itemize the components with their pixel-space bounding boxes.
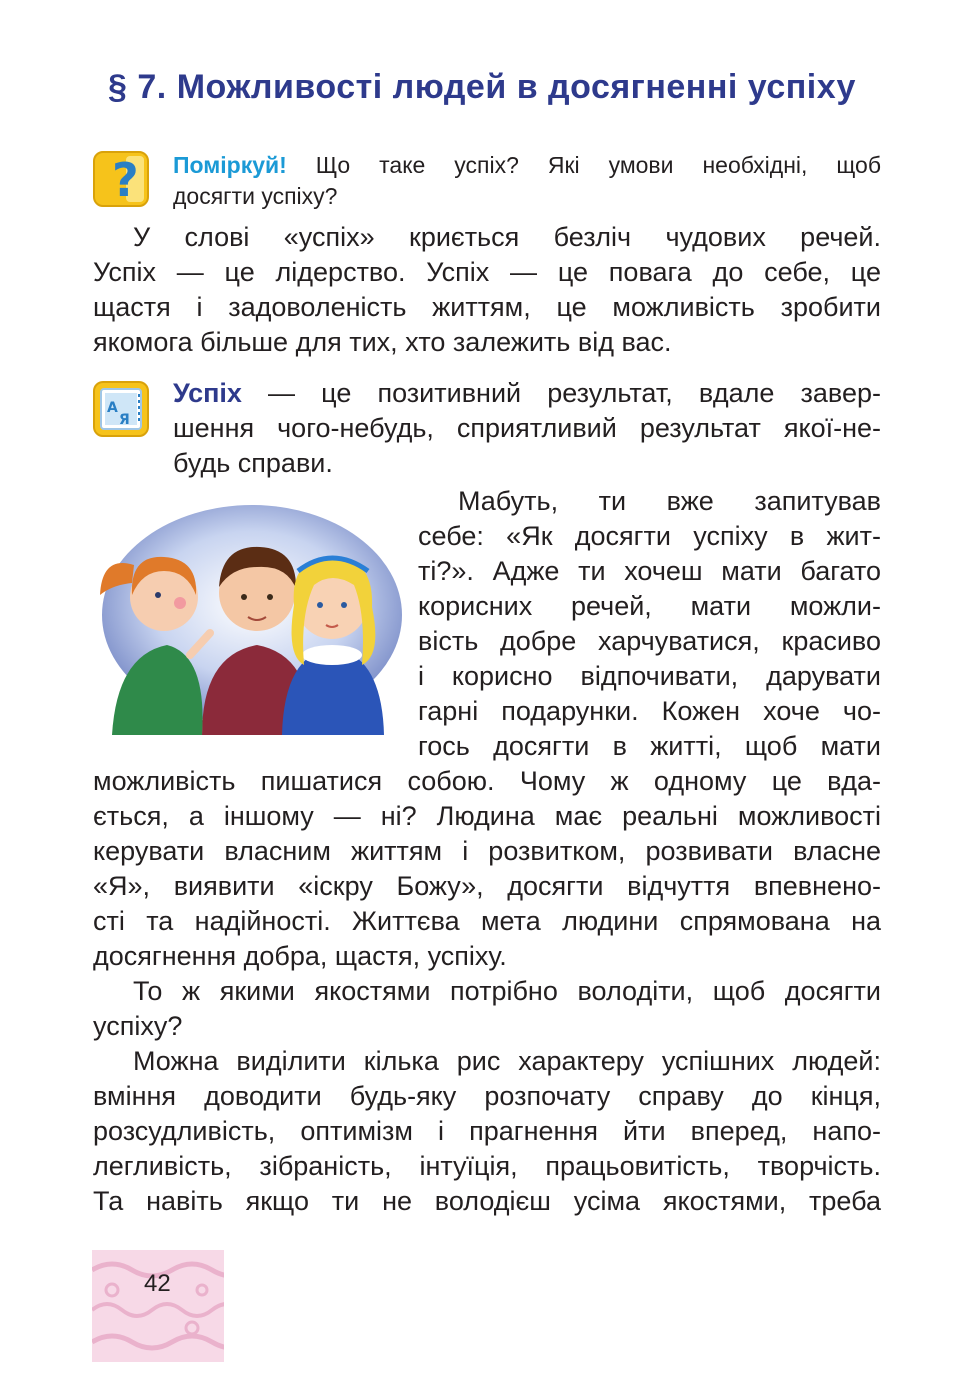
think-block [173,150,881,212]
intro-line: щастя і задоволеність життям, це можливість зробити [93,292,881,322]
wrap-line: себе: «Як досягти успіху в жит- [418,521,881,551]
page-ornament [92,1250,224,1362]
intro-line: У слові «успіх» криється безліч чудових речей. [133,222,881,252]
wrap-line: і корисно відпочивати, дарувати [418,661,881,691]
body-line: досягнення добра, щастя, успіху. [93,941,507,971]
body-line: «Я», виявити «іскру Божу», досягти відчуття впевнено- [93,871,881,901]
body-line: легливість, зібраність, інтуїція, працьовитість, творчість. [93,1151,881,1181]
definition-line-1: — це позитивний результат, вдале завер- [241,378,881,408]
definition-line-2: шення чого-небудь, сприятливий результат якої-не- [173,413,881,443]
think-label: Поміркуй! [173,152,287,178]
svg-text:?: ? [112,153,139,207]
think-line-1: Що таке успіх? Які умови необхідні, щоб [286,152,881,178]
intro-line: Успіх — це лідерство. Успіх — це повага до себе, це [93,257,881,287]
body-line: сті та надійності. Життєва мета людини спрямована на [93,906,881,936]
wrap-line: вість добре харчуватися, красиво [418,626,881,656]
svg-text:А: А [107,400,118,416]
body-line: можливість пишатися собою. Чому ж одному це вда- [93,766,881,796]
body-line: розсудливість, оптимізм і прагнення йти вперед, напо- [93,1116,881,1146]
definition-line-3: будь справи. [173,448,333,478]
think-line-2: досягти успіху? [173,183,338,209]
definition-block [173,376,881,481]
wrap-paragraph [418,484,881,764]
children-illustration [92,505,402,735]
body-paragraph-2 [93,974,881,1044]
question-icon [92,150,150,208]
body-line: То ж якими якостями потрібно володіти, щоб досягти [133,976,881,1006]
wrap-line: Мабуть, ти вже запитував [458,486,881,516]
body-line: керувати власним життям і розвитком, розвивати власне [93,836,881,866]
svg-text:Я: Я [119,412,130,428]
dictionary-icon [92,380,150,438]
body-paragraph-1 [93,764,881,974]
body-line: Можна виділити кілька рис характеру успішних людей: [133,1046,881,1076]
page-number: 42 [144,1270,171,1297]
wrap-line: ті?». Адже ти хочеш мати багато [418,556,881,586]
body-line: вміння доводити будь-яку розпочату справу до кінця, [93,1081,881,1111]
body-line: ється, а іншому — ні? Людина має реальні можливості [93,801,881,831]
body-paragraph-3 [93,1044,881,1219]
page-title: § 7. Можливості людей в досягненні успіху [108,68,856,106]
intro-paragraph [93,220,881,360]
wrap-line: гось досягти в житті, щоб мати [418,731,881,761]
body-line: Та навіть якщо ти не володієш усіма якостями, треба [93,1186,881,1216]
body-line: успіху? [93,1011,183,1041]
intro-line: якомога більше для тих, хто залежить від вас. [93,327,672,357]
definition-term: Успіх [173,378,242,408]
wrap-line: корисних речей, мати можли- [418,591,881,621]
wrap-line: гарні подарунки. Кожен хоче чо- [418,696,881,726]
